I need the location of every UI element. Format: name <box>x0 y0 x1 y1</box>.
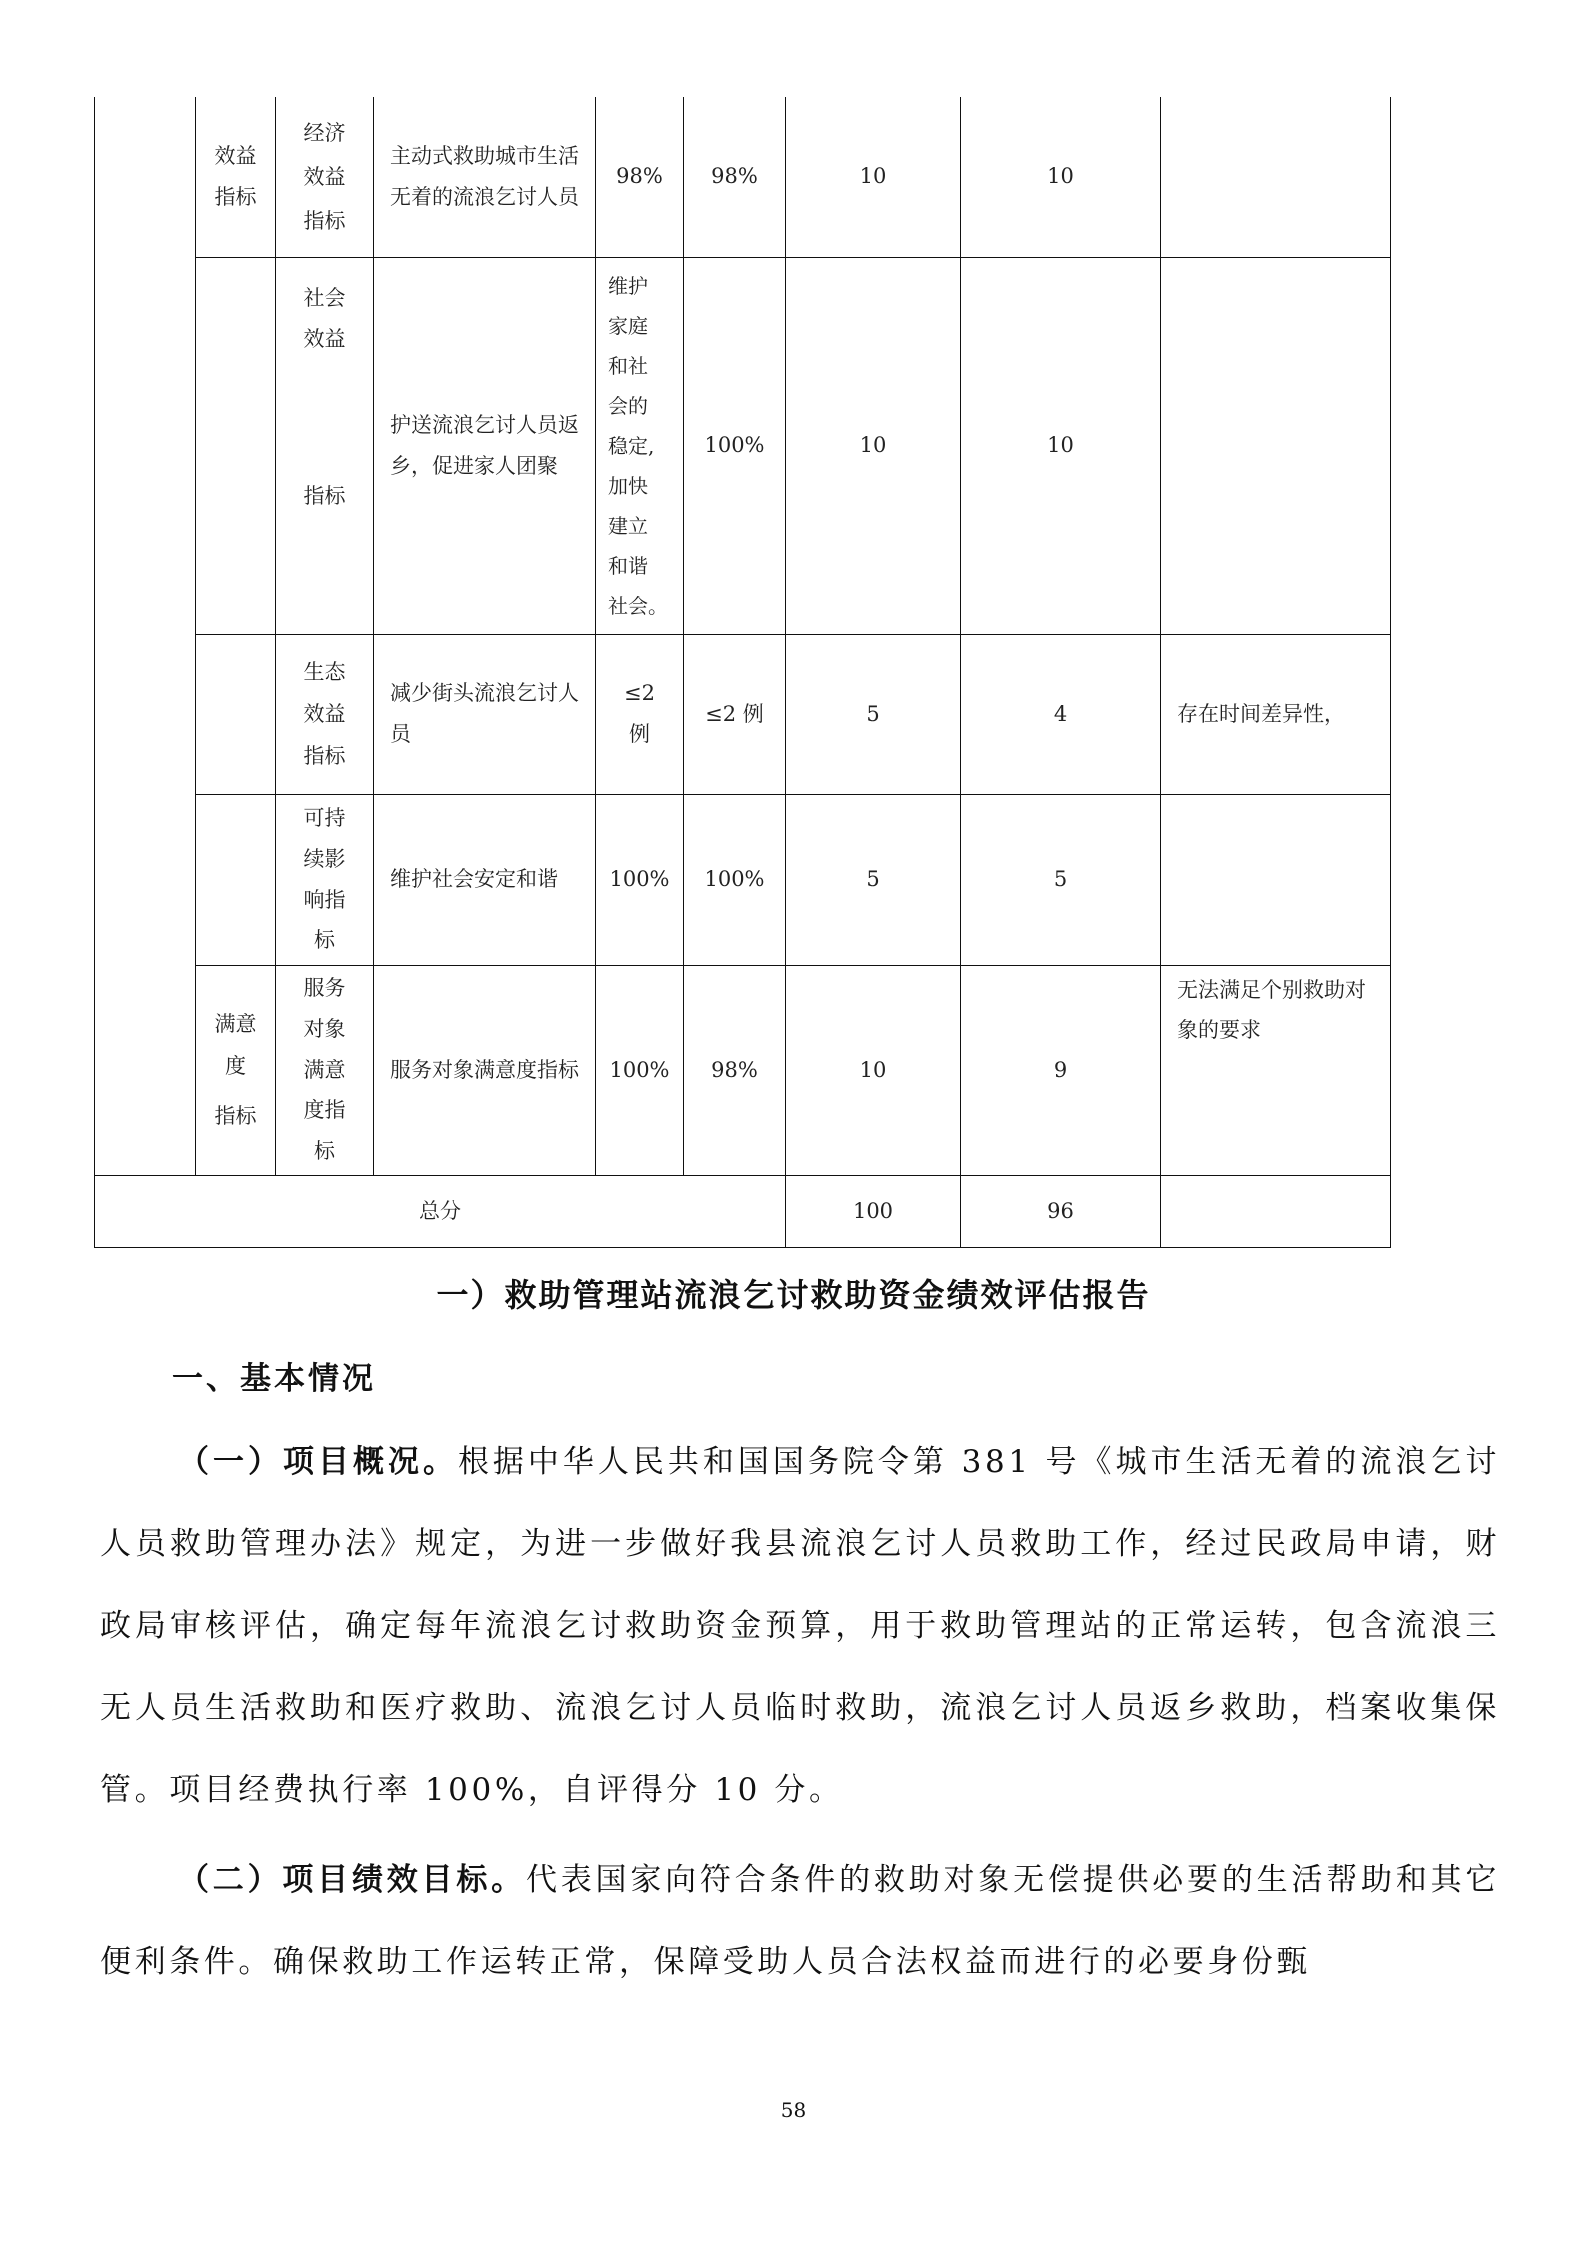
cell-line: 经济 <box>303 120 346 145</box>
cell-line: 效益 <box>303 702 346 726</box>
level3-category-cell <box>276 257 374 634</box>
weight-cell: 10 <box>786 965 961 1175</box>
paragraph-project-overview <box>100 1421 1500 1831</box>
cell-line: 指标 <box>303 483 346 508</box>
cell-line: 指标 <box>303 208 346 233</box>
cell-line: 加快 <box>608 473 648 498</box>
page-number: 58 <box>780 2098 807 2122</box>
note-cell: 无法满足个别救助对象的要求 <box>1161 965 1391 1175</box>
level2-category-cell <box>196 794 276 965</box>
level1-category-cell <box>95 97 196 1175</box>
actual-value-cell: 98% <box>684 97 786 257</box>
cell-line: 社会 <box>303 286 346 311</box>
paragraph-lead: （二）项目绩效目标。 <box>178 1862 526 1898</box>
cell-line: 维护 <box>608 273 648 298</box>
cell-line: 续影 <box>303 846 346 871</box>
level2-category-cell <box>196 257 276 634</box>
indicator-content-cell: 护送流浪乞讨人员返乡，促进家人团聚 <box>374 257 596 634</box>
target-value-cell <box>596 634 684 794</box>
cell-line: 标 <box>314 1139 335 1164</box>
indicator-content-cell: 服务对象满意度指标 <box>374 965 596 1175</box>
note-cell <box>1161 97 1391 257</box>
total-label-cell: 总分 <box>95 1175 786 1247</box>
cell-line: 效益 <box>303 164 346 189</box>
table-row <box>95 794 1391 965</box>
weight-cell: 5 <box>786 794 961 965</box>
cell-line: 对象 <box>303 1016 346 1041</box>
paragraph-performance-goal <box>100 1839 1500 2003</box>
table-row <box>95 965 1391 1175</box>
cell-line: 生态 <box>303 660 346 684</box>
cell-line: 指标 <box>214 1104 257 1128</box>
score-cell: 9 <box>961 965 1161 1175</box>
report-title: 一）救助管理站流浪乞讨救助资金绩效评估报告 <box>436 1276 1151 1314</box>
score-cell: 4 <box>961 634 1161 794</box>
cell-line: 效益 <box>214 143 257 168</box>
note-cell <box>1161 794 1391 965</box>
table-row <box>95 257 1391 634</box>
total-score-cell: 96 <box>961 1175 1161 1247</box>
cell-line: 家庭 <box>608 313 648 338</box>
level2-category-cell <box>196 97 276 257</box>
level3-category-cell <box>276 97 374 257</box>
actual-value-cell: ≤2 例 <box>684 634 786 794</box>
cell-line: 社会。 <box>608 593 668 618</box>
cell-line: 服务 <box>303 975 346 1000</box>
section-heading: 一、基本情况 <box>172 1361 376 1397</box>
performance-indicator-table <box>94 97 1391 1248</box>
cell-line: 和谐 <box>608 553 648 578</box>
cell-line: 度 <box>225 1054 246 1078</box>
level3-category-cell <box>276 634 374 794</box>
weight-cell: 5 <box>786 634 961 794</box>
score-cell: 5 <box>961 794 1161 965</box>
actual-value-cell: 100% <box>684 794 786 965</box>
level2-category-cell <box>196 965 276 1175</box>
paragraph-lead: （一）项目概况。 <box>178 1444 458 1480</box>
cell-line: 可持 <box>303 805 346 830</box>
table-row <box>95 97 1391 257</box>
weight-cell: 10 <box>786 257 961 634</box>
indicator-content-cell: 减少街头流浪乞讨人员 <box>374 634 596 794</box>
level3-category-cell <box>276 794 374 965</box>
cell-line: 和社 <box>608 353 648 378</box>
total-weight-cell: 100 <box>786 1175 961 1247</box>
cell-line: 稳定, <box>608 433 655 458</box>
cell-line: 标 <box>314 928 335 953</box>
cell-line: 响指 <box>303 887 346 912</box>
paragraph-body: 根据中华人民共和国国务院令第 381 号《城市生活无着的流浪乞讨人员救助管理办法》规定，为进一步做好我县流浪乞讨人员救助工作，经过民政局申请，财政局审核评估，确定每年流浪乞讨救助资金预算，用于救助管理站的正常运转，包含流浪三无人员生活救助和医疗救助、流浪乞讨人员临时救助，流浪乞讨人员返乡救助，档案收集保管。项目经费执行率 100%，自评得分 10 分。 <box>100 1444 1500 1808</box>
target-value-cell: 100% <box>596 965 684 1175</box>
weight-cell: 10 <box>786 97 961 257</box>
actual-value-cell: 98% <box>684 965 786 1175</box>
cell-line: 建立 <box>608 513 648 538</box>
table-row <box>95 634 1391 794</box>
cell-line: 会的 <box>608 393 648 418</box>
level3-category-cell <box>276 965 374 1175</box>
cell-line: 满意 <box>303 1057 346 1082</box>
indicator-content-cell: 主动式救助城市生活无着的流浪乞讨人员 <box>374 97 596 257</box>
cell-line: ≤2 <box>624 681 655 706</box>
cell-line: 指标 <box>214 184 257 209</box>
cell-line: 效益 <box>303 327 346 352</box>
cell-line: 指标 <box>303 744 346 768</box>
target-value-cell: 100% <box>596 794 684 965</box>
cell-line: 度指 <box>303 1098 346 1123</box>
total-row <box>95 1175 1391 1247</box>
note-cell <box>1161 257 1391 634</box>
note-cell: 存在时间差异性， <box>1161 634 1391 794</box>
target-value-cell: 98% <box>596 97 684 257</box>
indicator-content-cell: 维护社会安定和谐 <box>374 794 596 965</box>
level2-category-cell <box>196 634 276 794</box>
actual-value-cell: 100% <box>684 257 786 634</box>
score-cell: 10 <box>961 257 1161 634</box>
total-note-cell <box>1161 1175 1391 1247</box>
cell-line: 满意 <box>214 1012 257 1036</box>
target-value-cell <box>596 257 684 634</box>
cell-line: 例 <box>629 722 650 746</box>
paragraph-body: 代表国家向符合条件的救助对象无偿提供必要的生活帮助和其它便利条件。确保救助工作运转正常，保障受助人员合法权益而进行的必要身份甄 <box>100 1862 1501 1980</box>
score-cell: 10 <box>961 97 1161 257</box>
